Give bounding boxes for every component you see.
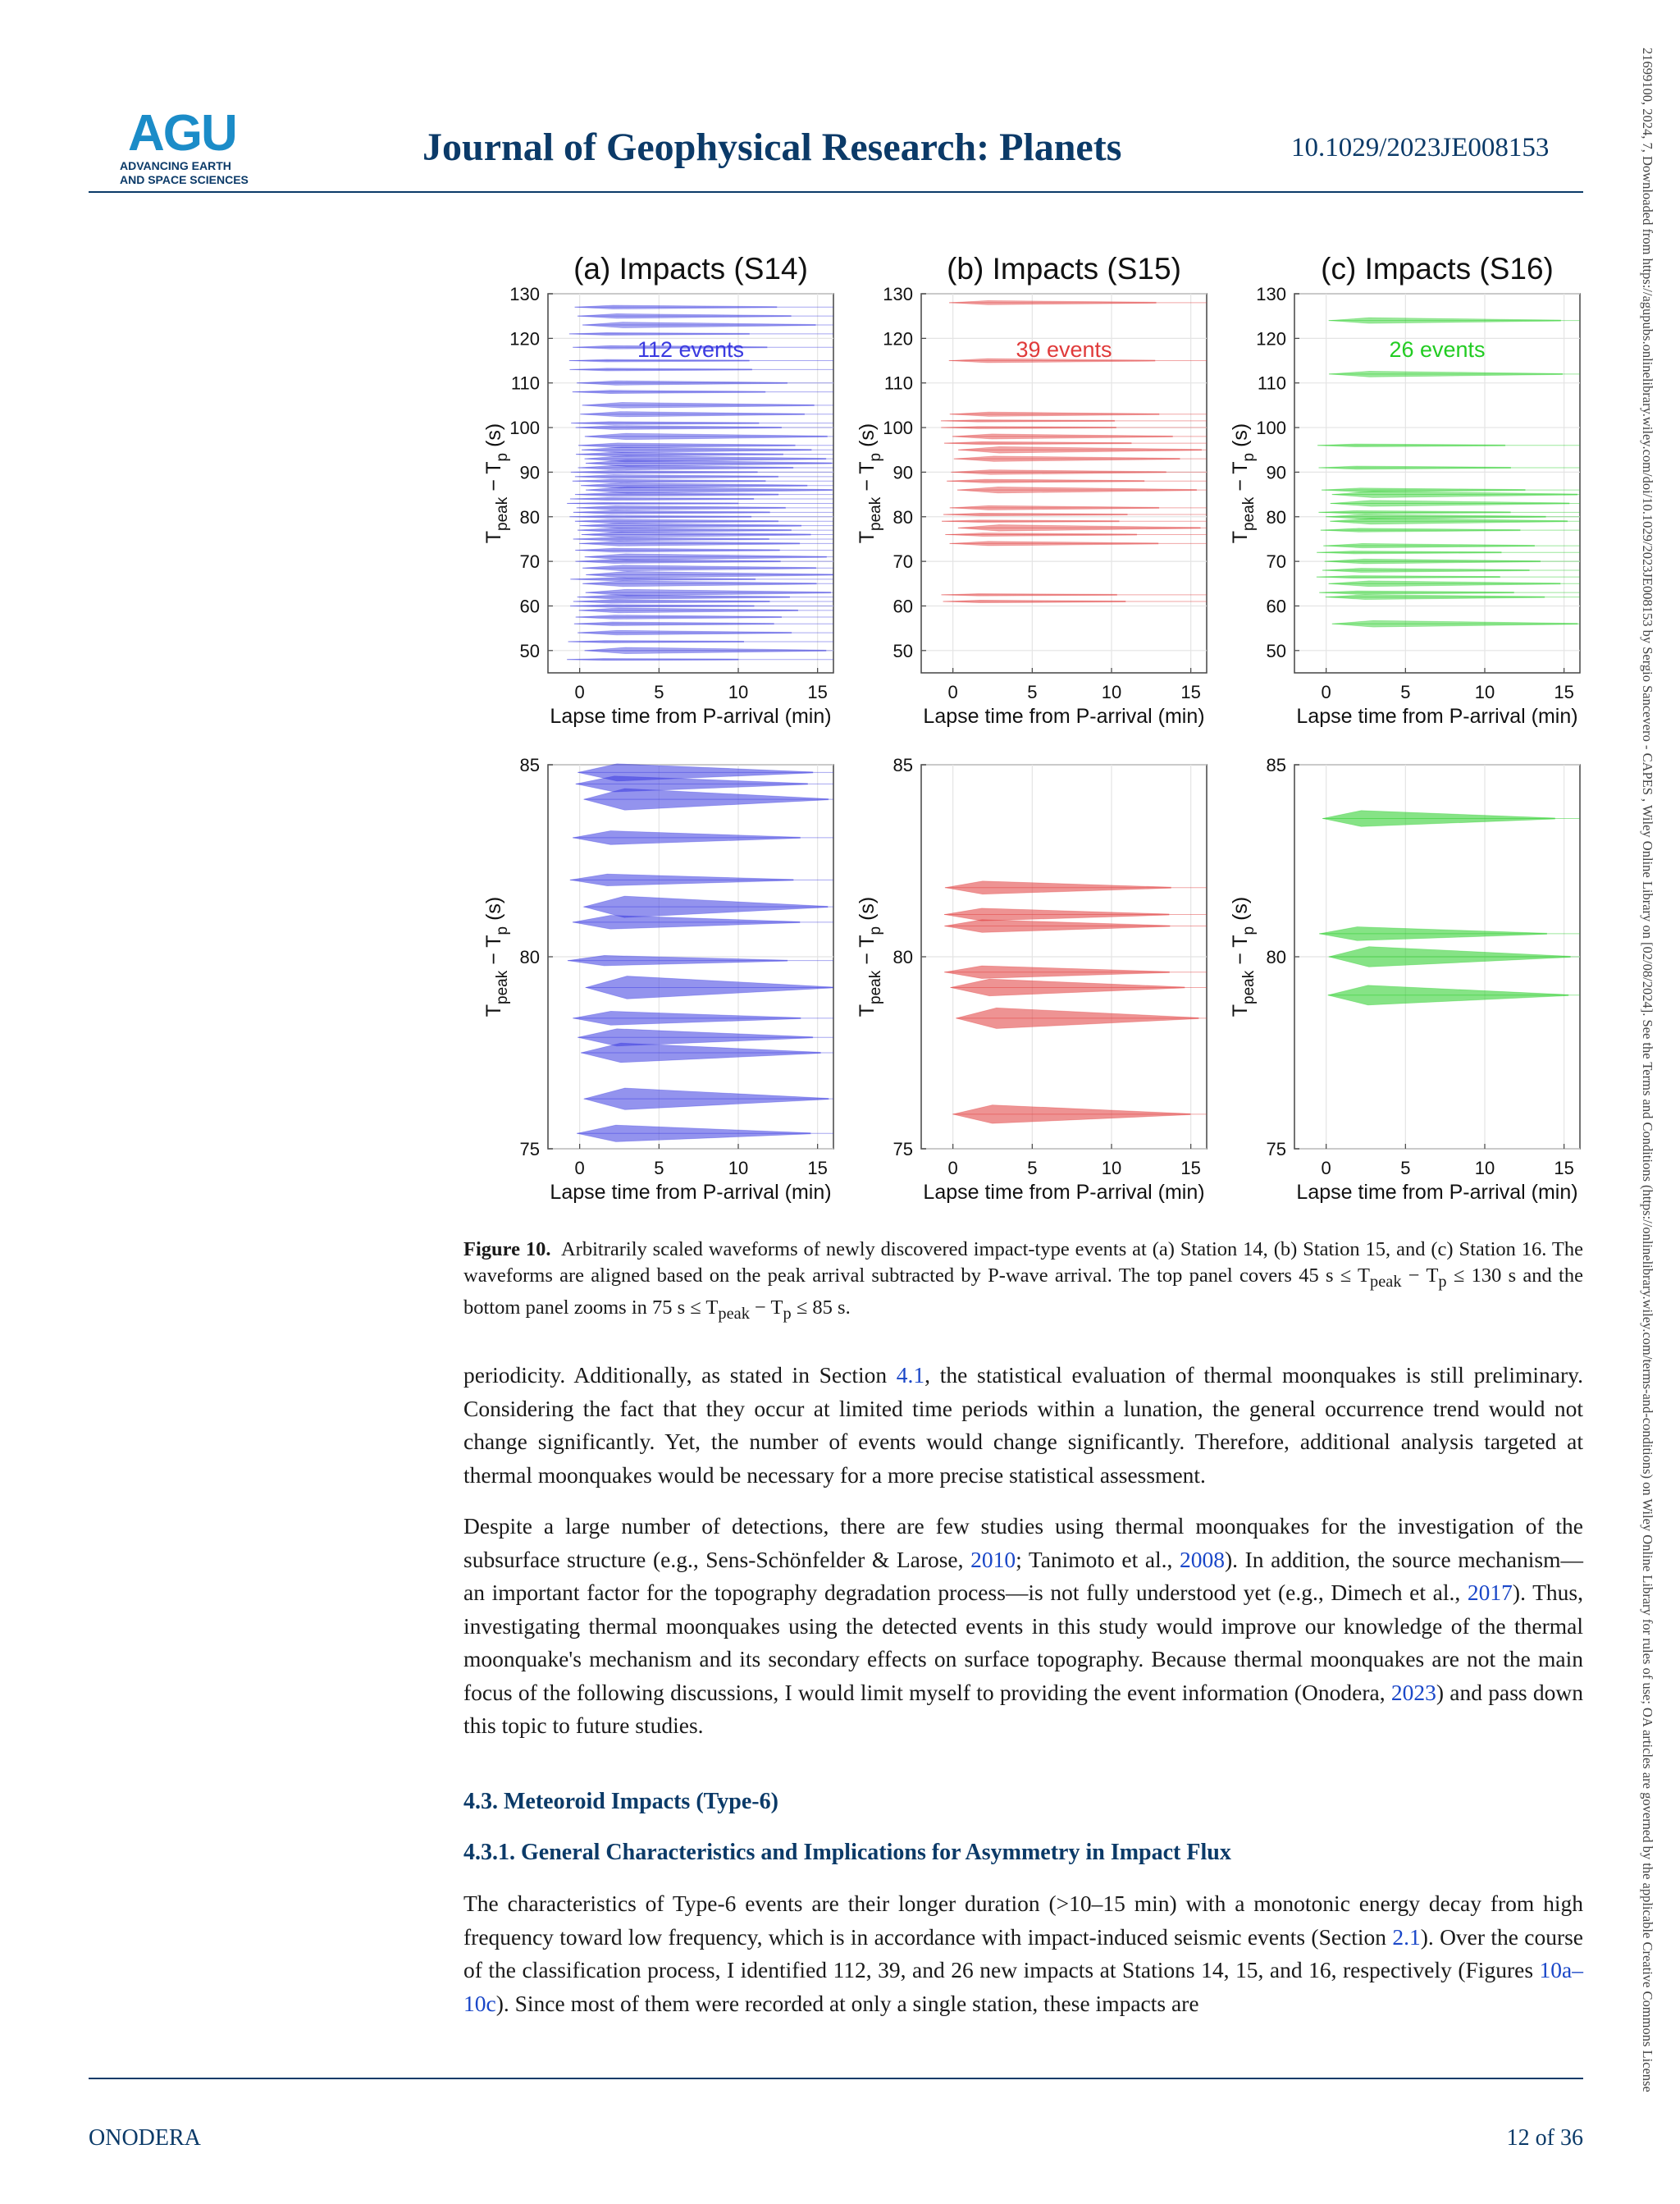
- footer-page-number: 12 of 36: [1506, 2125, 1583, 2151]
- x-axis-label: Lapse time from P-arrival (min): [923, 705, 1205, 728]
- y-tick-label: 85: [519, 755, 540, 775]
- y-tick-label: 80: [892, 947, 913, 967]
- y-tick-label: 60: [892, 596, 913, 617]
- x-tick-label: 15: [1554, 682, 1574, 702]
- event-count-annotation: 26 events: [1389, 337, 1486, 362]
- p2-text-d: ). Thus, investigating thermal moonquakes using the detected events in this study would improve our knowledge of the thermal moonquake's mechanism and its secondary effects on surface topography. Because thermal moonquakes are not the main focus of the following discussions, I would limit myself to providing the event information (Onodera,: [463, 1580, 1583, 1705]
- agu-logo: [89, 105, 253, 192]
- caption-sub-peak: peak: [1370, 1272, 1402, 1291]
- y-tick-label: 80: [1266, 947, 1286, 967]
- y-tick-label: 130: [509, 284, 540, 304]
- y-tick-label: 50: [519, 640, 540, 661]
- y-tick-label: 85: [892, 755, 913, 775]
- x-tick-label: 0: [947, 682, 958, 702]
- download-side-note: 21699100, 2024, 7, Downloaded from https://agupubs.onlinelibrary.wiley.com/doi/10.1029/2023JE008153 by Sergio Sancevero - CAPES , Wiley Online Library on [02/08/2024]. See the Terms and Conditions (https://onlinelibrary.wiley.com/terms-and-conditions) on Wiley Online Library for rules of use; OA articles are governed by the applicable Creative Commons License: [1640, 48, 1655, 2092]
- caption-text2: − T: [1401, 1264, 1439, 1287]
- event-count-annotation: 112 events: [637, 337, 745, 362]
- x-tick-label: 15: [1180, 1158, 1201, 1178]
- y-tick-label: 130: [1256, 284, 1286, 304]
- p2-text-e: ) and pass down this topic to future studies.: [463, 1679, 1583, 1738]
- panel-title: (a) Impacts (S14): [573, 252, 808, 286]
- y-axis-label: $T_{peak} - T_p$ (s): [1229, 423, 1258, 544]
- x-tick-label: 10: [728, 682, 749, 702]
- x-tick-label: 15: [1554, 1158, 1574, 1178]
- y-tick-label: 100: [1256, 418, 1286, 439]
- x-tick-label: 5: [1027, 1158, 1038, 1178]
- header-rule: [89, 191, 1583, 193]
- x-axis-label: Lapse time from P-arrival (min): [1296, 705, 1578, 728]
- x-axis-label: Lapse time from P-arrival (min): [1296, 1181, 1578, 1204]
- y-axis-label: $T_{peak} - T_p$ (s): [1229, 896, 1258, 1017]
- y-tick-label: 70: [1266, 551, 1286, 573]
- x-tick-label: 0: [574, 682, 585, 702]
- p1-text-b: , the statistical evaluation of thermal moonquakes is still preliminary. Considering the fact that they occur at limited time periods within a lunation, the general occurrence trend would not change significantly. Yet, the number of events would change significantly. Therefore, additional analysis targeted at thermal moonquakes would be necessary for a more precise statistical assessment.: [463, 1362, 1583, 1488]
- y-tick-label: 120: [509, 328, 540, 350]
- x-axis-label: Lapse time from P-arrival (min): [550, 705, 832, 728]
- p2-text-b: ; Tanimoto et al.,: [1016, 1546, 1180, 1572]
- y-tick-label: 80: [892, 506, 913, 528]
- x-tick-label: 15: [807, 1158, 828, 1178]
- p2-text-a: Despite a large number of detections, there are few studies using thermal moonquakes for the investigation of the subsurface structure (e.g., Sens-Schönfelder & Larose,: [463, 1513, 1583, 1572]
- caption-sub-p: p: [1438, 1272, 1447, 1291]
- p1-text-a: periodicity. Additionally, as stated in Section: [463, 1362, 897, 1388]
- x-tick-label: 5: [654, 1158, 664, 1178]
- y-tick-label: 120: [883, 328, 913, 350]
- paragraph-3: [463, 1887, 1583, 2020]
- logo-subtitle: ADVANCING EARTH AND SPACE SCIENCES: [120, 159, 249, 186]
- p3-text-c: ). Since most of them were recorded at only a single station, these impacts are: [495, 1990, 1199, 2016]
- y-tick-label: 50: [892, 640, 913, 661]
- panel-top-middle: [856, 252, 1207, 728]
- x-tick-label: 10: [1101, 682, 1122, 702]
- journal-title: Journal of Geophysical Research: Planets: [422, 126, 1122, 169]
- x-tick-label: 10: [1474, 682, 1495, 702]
- x-tick-label: 10: [1474, 1158, 1495, 1178]
- x-axis-label: Lapse time from P-arrival (min): [923, 1181, 1205, 1204]
- panel-title: (c) Impacts (S16): [1321, 252, 1554, 286]
- x-tick-label: 15: [807, 682, 828, 702]
- x-tick-label: 5: [1400, 1158, 1411, 1178]
- caption-label: Figure 10.: [463, 1238, 551, 1260]
- section-link-4-1[interactable]: 4.1: [896, 1362, 925, 1388]
- y-tick-label: 80: [519, 947, 540, 967]
- panel-bottom-right: [1229, 755, 1580, 1204]
- y-tick-label: 90: [892, 462, 913, 483]
- panel-top-right: [1229, 252, 1580, 728]
- x-tick-label: 0: [574, 1158, 585, 1178]
- caption-text2-b: − T: [749, 1296, 783, 1319]
- section-heading-4-3: 4.3. Meteoroid Impacts (Type-6): [463, 1789, 778, 1814]
- citation-link-2023[interactable]: 2023: [1390, 1679, 1436, 1705]
- y-tick-label: 120: [1256, 328, 1286, 350]
- panel-bottom-middle: [856, 755, 1207, 1204]
- footer-author: ONODERA: [89, 2125, 201, 2151]
- event-count-annotation: 39 events: [1016, 337, 1112, 362]
- figure-svg: [459, 245, 1591, 1213]
- figure-10: [459, 245, 1591, 1213]
- y-axis-label: $T_{peak} - T_p$ (s): [482, 423, 511, 544]
- x-tick-label: 0: [1321, 1158, 1331, 1178]
- y-tick-label: 85: [1266, 755, 1286, 775]
- x-tick-label: 10: [1101, 1158, 1122, 1178]
- y-tick-label: 110: [1257, 373, 1286, 394]
- footer-rule: [89, 2078, 1583, 2079]
- subsection-heading-4-3-1: 4.3.1. General Characteristics and Implications for Asymmetry in Impact Flux: [463, 1840, 1231, 1865]
- caption-sub-p-2: p: [783, 1304, 792, 1323]
- x-tick-label: 5: [1400, 682, 1411, 702]
- logo-text: AGU: [128, 105, 236, 162]
- y-tick-label: 50: [1266, 640, 1286, 661]
- y-tick-label: 90: [1266, 462, 1286, 483]
- y-tick-label: 80: [519, 506, 540, 528]
- y-tick-label: 60: [519, 596, 540, 617]
- panel-top-left: [482, 252, 833, 728]
- y-tick-label: 70: [519, 551, 540, 573]
- p3-text-a: The characteristics of Type-6 events are their longer duration (>10–15 min) with a monotonic energy decay from high frequency toward low frequency, which is in accordance with impact-induced seismic events (Section: [463, 1891, 1583, 1950]
- caption-sub-peak-2: peak: [718, 1304, 750, 1323]
- caption-text: Arbitrarily scaled waveforms of newly discovered impact-type events at (a) Station 14, (b) Station 15, and (c) Station 16. The waveforms are aligned based on the peak arrival subtracted by P-wave arrival. The top panel covers 45 s ≤ T: [463, 1238, 1583, 1287]
- y-tick-label: 100: [883, 418, 913, 439]
- caption-text3: ≤ 130 s and the bottom panel zooms in 75 s ≤ T: [463, 1264, 1583, 1319]
- citation-link-2008[interactable]: 2008: [1180, 1546, 1226, 1572]
- paragraph-1: [463, 1359, 1583, 1492]
- y-tick-label: 75: [519, 1139, 540, 1159]
- x-tick-label: 10: [728, 1158, 749, 1178]
- y-tick-label: 110: [510, 373, 540, 394]
- y-tick-label: 100: [509, 418, 540, 439]
- p3-text-b: ). Over the course of the classification process, I identified 112, 39, and 26 new impacts at Stations 14, 15, and 16, respectively (Figures: [463, 1923, 1584, 1982]
- paragraph-2: [463, 1510, 1583, 1743]
- panel-bottom-left: [482, 755, 833, 1204]
- panel-title: (b) Impacts (S15): [947, 252, 1181, 286]
- section-link-2-1[interactable]: 2.1: [1392, 1923, 1421, 1950]
- y-tick-label: 75: [892, 1139, 913, 1159]
- y-axis-label: $T_{peak} - T_p$ (s): [482, 896, 511, 1017]
- y-tick-label: 90: [519, 462, 540, 483]
- x-tick-label: 15: [1180, 682, 1201, 702]
- x-tick-label: 0: [947, 1158, 958, 1178]
- y-tick-label: 110: [883, 373, 913, 394]
- y-tick-label: 80: [1266, 506, 1286, 528]
- doi[interactable]: 10.1029/2023JE008153: [1291, 133, 1550, 162]
- y-axis-label: $T_{peak} - T_p$ (s): [856, 896, 884, 1017]
- citation-link-2017[interactable]: 2017: [1467, 1580, 1513, 1605]
- y-tick-label: 70: [892, 551, 913, 573]
- x-tick-label: 5: [654, 682, 664, 702]
- figure-caption: [463, 1237, 1583, 1327]
- x-axis-label: Lapse time from P-arrival (min): [550, 1181, 832, 1204]
- y-tick-label: 75: [1266, 1139, 1286, 1159]
- x-tick-label: 5: [1027, 682, 1038, 702]
- figure-link-10a-10c[interactable]: 10a–10c: [463, 1957, 1583, 2016]
- p2-text-c: ). In addition, the source mechanism—an important factor for the topography degradation process—is not fully understood yet (e.g., Dimech et al.,: [463, 1546, 1583, 1605]
- citation-link-2010[interactable]: 2010: [970, 1546, 1016, 1572]
- y-axis-label: $T_{peak} - T_p$ (s): [856, 423, 884, 544]
- y-tick-label: 130: [883, 284, 913, 304]
- y-tick-label: 60: [1266, 596, 1286, 617]
- caption-text4: ≤ 85 s.: [791, 1296, 851, 1319]
- x-tick-label: 0: [1321, 682, 1331, 702]
